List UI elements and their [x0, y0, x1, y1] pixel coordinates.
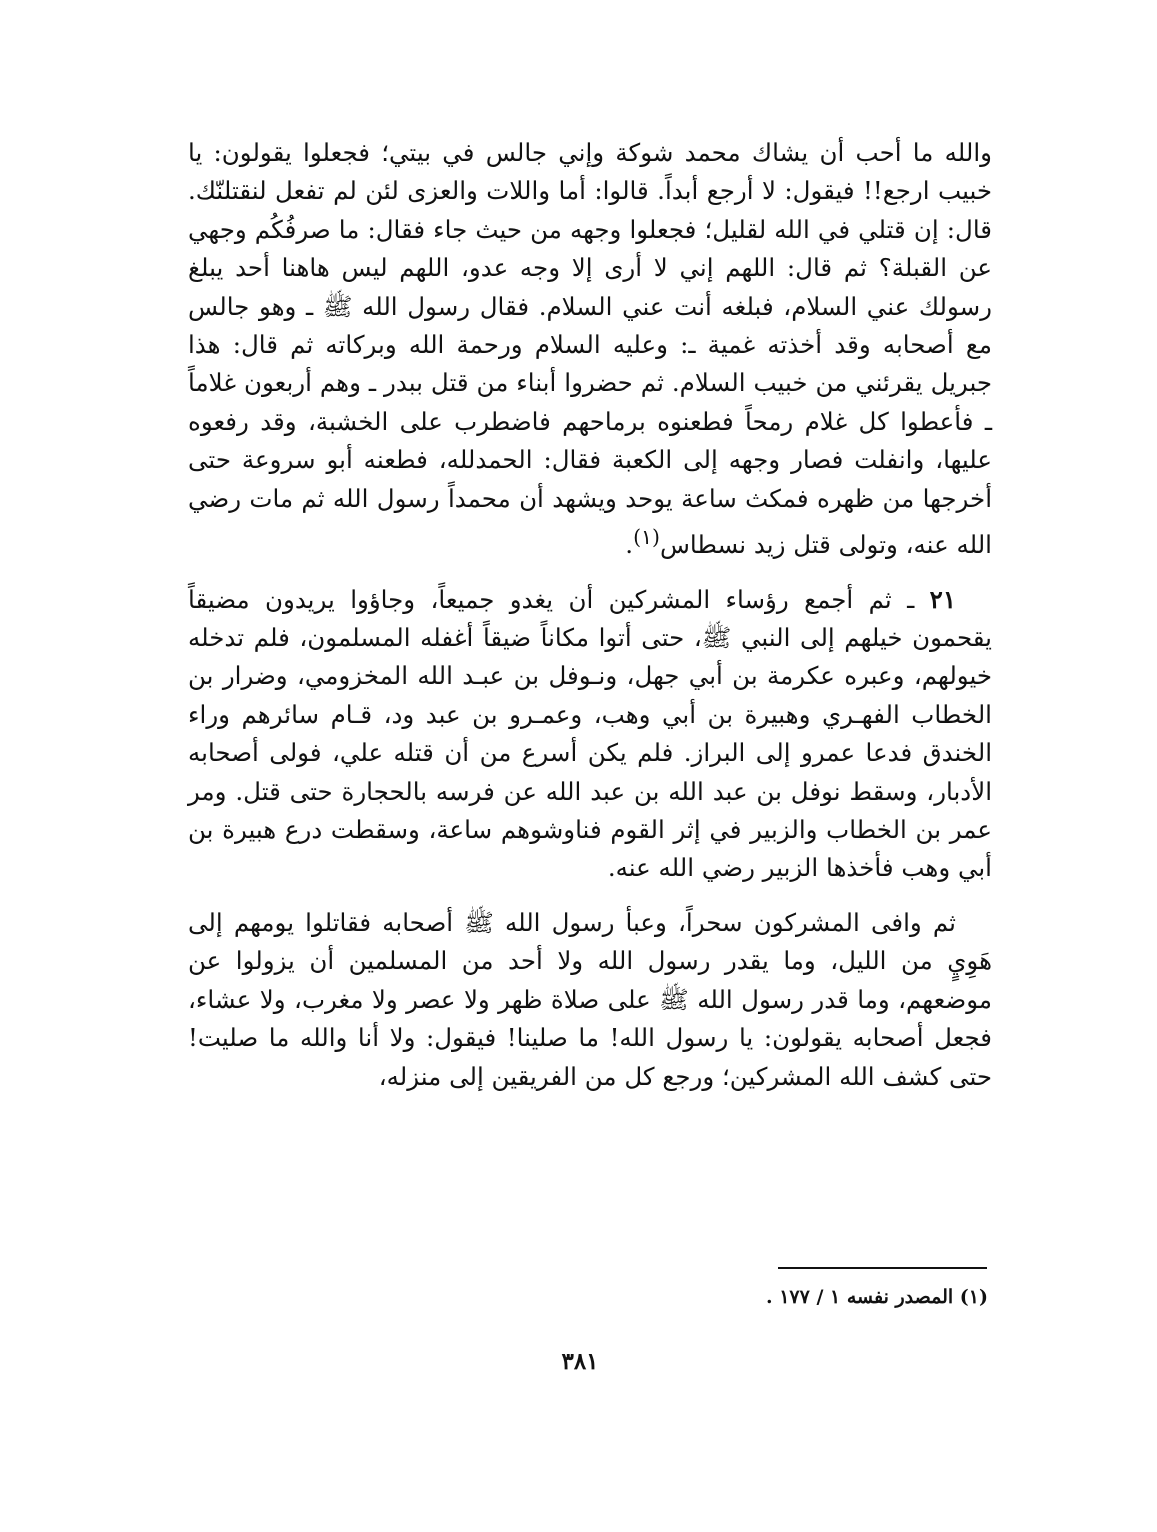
footnote-divider [778, 1267, 987, 1269]
paragraph-3 [188, 904, 992, 1096]
footnote: (١) المصدر نفسه ١ / ١٧٧ . [765, 1286, 988, 1308]
paragraph-1 [188, 134, 992, 565]
footnote-reference: (١) [633, 525, 660, 550]
item-number: ٢١ [929, 584, 956, 614]
paragraph-2 [188, 581, 992, 888]
paragraph-1-end: . [625, 530, 634, 560]
page-number: ٣٨١ [561, 1348, 599, 1375]
paragraph-3-text: ثم وافى المشركون سحراً، وعبأ رسول الله ﷺ أصحابه فقاتلوا يومهم إلى هَوِيٍ من الليل، وما يقدر رسول الله ولا أحد من المسلمين أن يزولوا عن موضعهم، وما قدر رسول الله ﷺ على صلاة ظهر ولا عصر ولا مغرب، ولا عشاء، فجعل أصحابه يقولون: يا رسول الله! ما صلينا! فيقول: ولا أنا والله ما صليت! حتى كشف الله المشركين؛ ورجع كل من الفريقين إلى منزله، [188, 907, 992, 1091]
paragraph-2-text: ـ ثم أجمع رؤساء المشركين أن يغدو جميعاً، وجاؤوا يريدون مضيقاً يقحمون خيلهم إلى النبي ﷺ، حتى أتوا مكاناً ضيقاً أغفله المسلمون، فلم تدخله خيولهم، وعبره عكرمة بن أبي جهل، ونـوفل بن عبـد الله المخزومي، وضرار بن الخطاب الفهـري وهبيرة بن أبي وهب، وعمـرو بن عبد ود، قـام سائرهم وراء الخندق فدعا عمرو إلى البراز. فلم يكن أسرع من أن قتله علي، فولى أصحابه الأدبار، وسقط نوفل بن عبد الله بن عبد الله عن فرسه بالحجارة حتى قتل. ومر عمر بن الخطاب والزبير في إثر القوم فناوشوهم ساعة، وسقطت درع هبيرة بن أبي وهب فأخذها الزبير رضي الله عنه. [188, 584, 992, 883]
paragraph-1-text: والله ما أحب أن يشاك محمد شوكة وإني جالس في بيتي؛ فجعلوا يقولون: يا خبيب ارجع!! فيقول: لا أرجع أبداً. قالوا: أما واللات والعزى لئن لم تفعل لنقتلنّك. قال: إن قتلي في الله لقليل؛ فجعلوا وجهه من حيث جاء فقال: ما صرفُكُم وجهي عن القبلة؟ ثم قال: اللهم إني لا أرى إلا وجه عدو، اللهم ليس هاهنا أحد يبلغ رسولك عني السلام، فبلغه أنت عني السلام. فقال رسول الله ﷺ ـ وهو جالس مع أصحابه وقد أخذته غمية ـ: وعليه السلام ورحمة الله وبركاته ثم قال: هذا جبريل يقرئني من خبيب السلام. ثم حضروا أبناء من قتل ببدر ـ وهم أربعون غلاماً ـ فأعطوا كل غلام رمحاً فطعنوه برماحهم فاضطرب على الخشبة، وقد رفعوه عليها، وانفلت فصار وجهه إلى الكعبة فقال: الحمدلله، فطعنه أبو سروعة حتى أخرجها من ظهره فمكث ساعة يوحد ويشهد أن محمداً رسول الله ثم مات رضي الله عنه، وتولى قتل زيد نسطاس [188, 138, 992, 560]
main-text [188, 134, 992, 1096]
